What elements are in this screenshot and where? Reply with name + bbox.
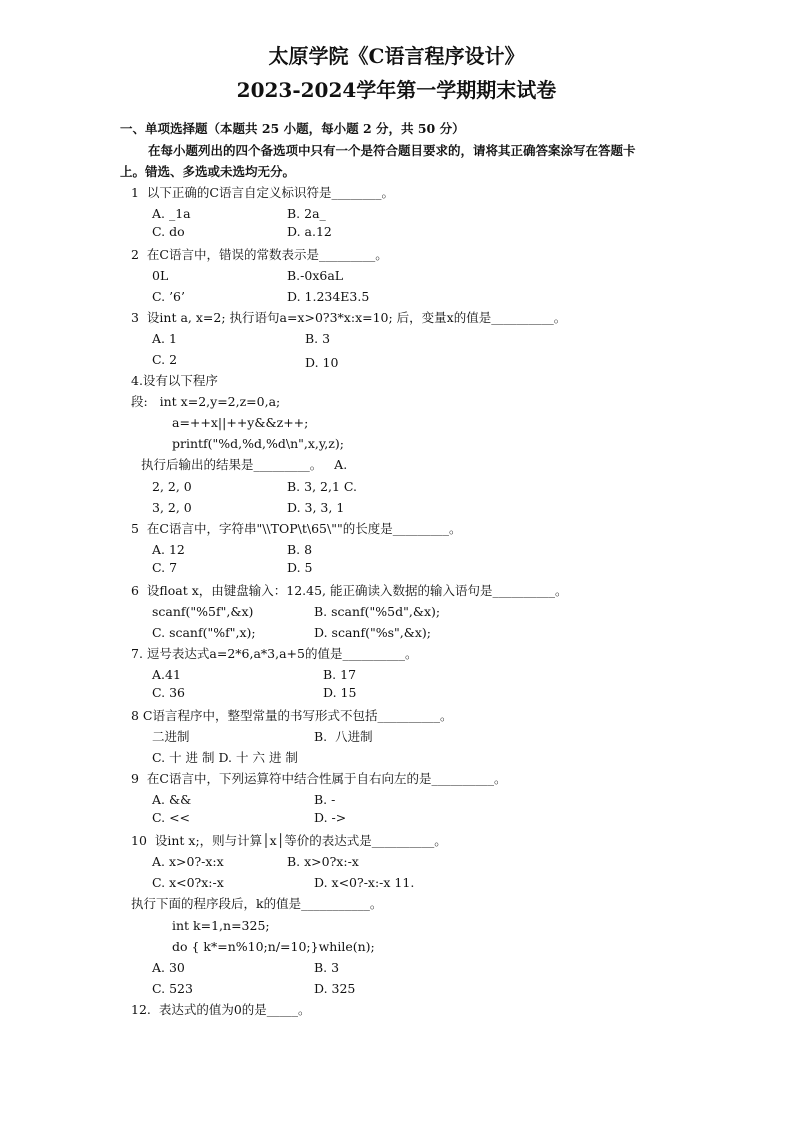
question-9-option-b: B. -	[314, 792, 336, 807]
question-8-option-cd: C. 十 进 制 D. 十 六 进 制	[152, 750, 298, 765]
section-instruction-2: 上。错选、多选或未选均无分。	[120, 164, 296, 179]
question-5-option-b: B. 8	[287, 542, 313, 557]
question-10-option-d: D. x<0?-x:-x 11.	[314, 875, 415, 890]
question-4-option-3: 3, 2, 0	[152, 500, 192, 515]
question-2-option-b: B.-0x6aL	[287, 268, 344, 283]
question-1-option-a: A. _1a	[152, 206, 191, 221]
exam-title: 太原学院《C语言程序设计》	[268, 44, 525, 68]
question-9-option-d: D. ->	[314, 810, 347, 825]
question-1-option-d: D. a.12	[287, 224, 332, 239]
question-3-stem: 3 设int a, x=2; 执行语句a=x>0?3*x:x=10; 后，变量x的值是__________。	[131, 310, 567, 325]
question-7-option-c: C. 36	[152, 685, 185, 700]
question-9-option-c: C. <<	[152, 810, 191, 825]
question-2-option-c: C. ’6’	[152, 289, 185, 304]
question-6-option-b: B. scanf("%5d",&x);	[314, 604, 441, 619]
question-5-option-a: A. 12	[152, 542, 185, 557]
question-4-result: 执行后输出的结果是_________。 A.	[141, 457, 348, 472]
question-12-stem: 12. 表达式的值为0的是_____。	[131, 1002, 311, 1017]
section-heading: 一、单项选择题（本题共 25 小题，每小题 2 分，共 50 分）	[120, 121, 465, 136]
question-11-code-line-2: do { k*=n%10;n/=10;}while(n);	[172, 939, 375, 954]
question-4-stem: 4.设有以下程序	[131, 373, 218, 388]
question-9-option-a: A. &&	[152, 792, 192, 807]
question-11-option-d: D. 325	[314, 981, 356, 996]
question-6-option-a: scanf("%5f",&x)	[152, 604, 254, 619]
question-7-option-a: A.41	[152, 667, 181, 682]
question-4-option-1: 2, 2, 0	[152, 479, 192, 494]
question-11-option-a: A. 30	[152, 960, 185, 975]
question-1-option-c: C. do	[152, 224, 185, 239]
question-3-option-b: B. 3	[305, 331, 331, 346]
question-4-code-line-2: a=++x||++y&&z++;	[172, 415, 309, 430]
question-6-option-c: C. scanf("%f",x);	[152, 625, 256, 640]
question-4-code-line-1: 段: int x=2,y=2,z=0,a;	[131, 394, 281, 409]
question-11-option-b: B. 3	[314, 960, 340, 975]
question-9-stem: 9 在C语言中，下列运算符中结合性属于自右向左的是__________。	[131, 771, 507, 786]
question-10-option-c: C. x<0?x:-x	[152, 875, 224, 890]
question-7-stem: 7. 逗号表达式a=2*6,a*3,a+5的值是__________。	[131, 646, 418, 661]
question-8-option-b: B. 八进制	[314, 729, 373, 744]
question-5-stem: 5 在C语言中，字符串"\\TOP\t\65\""的长度是_________。	[131, 521, 462, 536]
question-3-option-a: A. 1	[152, 331, 177, 346]
question-5-option-c: C. 7	[152, 560, 178, 575]
question-4-option-2: B. 3, 2,1 C.	[287, 479, 357, 494]
question-7-option-b: B. 17	[323, 667, 357, 682]
question-11-code-line-1: int k=1,n=325;	[172, 918, 270, 933]
question-10-option-b: B. x>0?x:-x	[287, 854, 359, 869]
question-2-option-d: D. 1.234E3.5	[287, 289, 370, 304]
section-instruction-1: 在每小题列出的四个备选项中只有一个是符合题目要求的，请将其正确答案涂写在答题卡	[148, 143, 636, 158]
question-11-option-c: C. 523	[152, 981, 193, 996]
question-3-option-c: C. 2	[152, 352, 178, 367]
question-2-option-a: 0L	[152, 268, 169, 283]
question-6-stem: 6 设float x，由键盘输入：12.45, 能正确读入数据的输入语句是__________。	[131, 583, 568, 598]
question-10-stem: 10 设int x;，则与计算│x│等价的表达式是__________。	[131, 833, 447, 848]
question-11-stem: 执行下面的程序段后，k的值是___________。	[131, 896, 383, 911]
question-8-option-a: 二进制	[152, 729, 190, 744]
question-10-option-a: A. x>0?-x:x	[152, 854, 224, 869]
exam-subtitle: 2023-2024学年第一学期期末试卷	[236, 78, 557, 102]
question-1-option-b: B. 2a_	[287, 206, 326, 221]
question-4-code-line-3: printf("%d,%d,%d\n",x,y,z);	[172, 436, 344, 451]
question-8-stem: 8 C语言程序中，整型常量的书写形式不包括__________。	[131, 708, 453, 723]
question-4-option-4: D. 3, 3, 1	[287, 500, 345, 515]
question-5-option-d: D. 5	[287, 560, 313, 575]
question-6-option-d: D. scanf("%s",&x);	[314, 625, 431, 640]
question-3-option-d: D. 10	[305, 355, 339, 370]
question-2-stem: 2 在C语言中，错误的常数表示是_________。	[131, 247, 388, 262]
question-7-option-d: D. 15	[323, 685, 357, 700]
question-1-stem: 1 以下正确的C语言自定义标识符是________。	[131, 185, 394, 200]
